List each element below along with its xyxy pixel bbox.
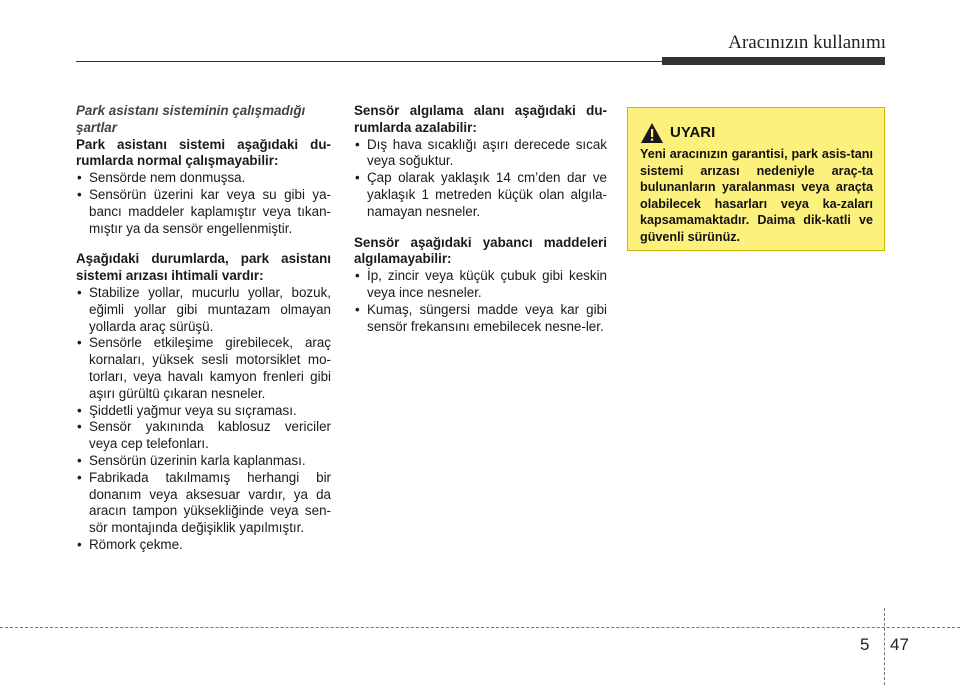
header-rule [76,61,662,62]
list-item: • Çap olarak yaklaşık 14 cm’den dar ve yaklaşık 1 metreden küçük olan algıla-namayan nesneler. [354,170,607,220]
intro-list [76,170,331,237]
fault-list [76,285,331,554]
fault-heading: Aşağıdaki durumlarda, park asistanı sistemi arızası ihtimali vardır: [76,251,331,284]
foreign-list [354,268,607,335]
list-item: • Sensörün üzerini kar veya su gibi ya-bancı maddeler kaplamıştır veya tıkan-mıştır ya da sensör engellenmiştir. [76,187,331,237]
footer-rule [0,627,960,628]
list-item: • Sensörle etkileşime girebilecek, araç kornaları, yüksek sesli motorsiklet mo-torları, veya havalı kamyon frenleri gibi aşırı gürültü çıkaran nesneler. [76,335,331,402]
list-item: • Şiddetli yağmur veya su sıçraması. [76,403,331,420]
list-item: • Fabrikada takılmamış herhangi bir donanım veya aksesuar vardır, ya da aracın tampon yüksekliğinde veya sen-sör montajında değişiklik yapılmıştır. [76,470,331,537]
range-list [354,137,607,221]
warning-body: Yeni aracınızın garantisi, park asis-tanı sistemi arızası nedeniyle araç-ta bulunanların yaralanması veya araçta olabilecek hasarları veya ka-zaları kapsamamaktadır. Daima dik-katli ve güvenli sürünüz. [640,147,873,244]
list-item: • Sensör yakınında kablosuz vericiler veya cep telefonları. [76,419,331,453]
warning-box [627,107,885,251]
list-item: • Stabilize yollar, mucurlu yollar, bozuk, eğimli yollar gibi muntazam olmayan yollarda araç sürüşü. [76,285,331,335]
range-heading: Sensör algılama alanı aşağıdaki du-rumlarda azalabilir: [354,103,607,135]
list-item: • Römork çekme. [76,537,331,554]
page-header-title: Aracınızın kullanımı [728,32,886,53]
middle-column [354,103,607,349]
footer-divider [884,608,885,685]
left-column [76,103,331,568]
list-item: • İp, zincir veya küçük çubuk gibi keskin veya ince nesneler. [354,268,607,302]
foreign-heading: Sensör aşağıdaki yabancı maddeleri algılamayabilir: [354,234,607,267]
chapter-number: 5 [860,635,870,654]
section-title-line2: şartlar [76,119,117,135]
list-item: • Kumaş, süngersi madde veya kar gibi sensör frekansını emebilecek nesne-ler. [354,302,607,336]
section-title [76,103,331,137]
warning-triangle-icon [640,122,664,144]
header-bar [662,57,885,65]
intro-heading: Park asistanı sistemi aşağıdaki du-rumlarda normal çalışmayabilir: [76,136,331,169]
warning-title: UYARI [670,124,716,141]
list-item: • Sensörde nem donmuşsa. [76,170,331,187]
list-item: • Sensörün üzerinin karla kaplanması. [76,453,331,470]
page-number: 47 [890,635,909,654]
section-title-line1: Park asistanı sisteminin çalışmadığı [76,103,306,118]
list-item: • Dış hava sıcaklığı aşırı derecede sıcak veya soğuktur. [354,137,607,171]
